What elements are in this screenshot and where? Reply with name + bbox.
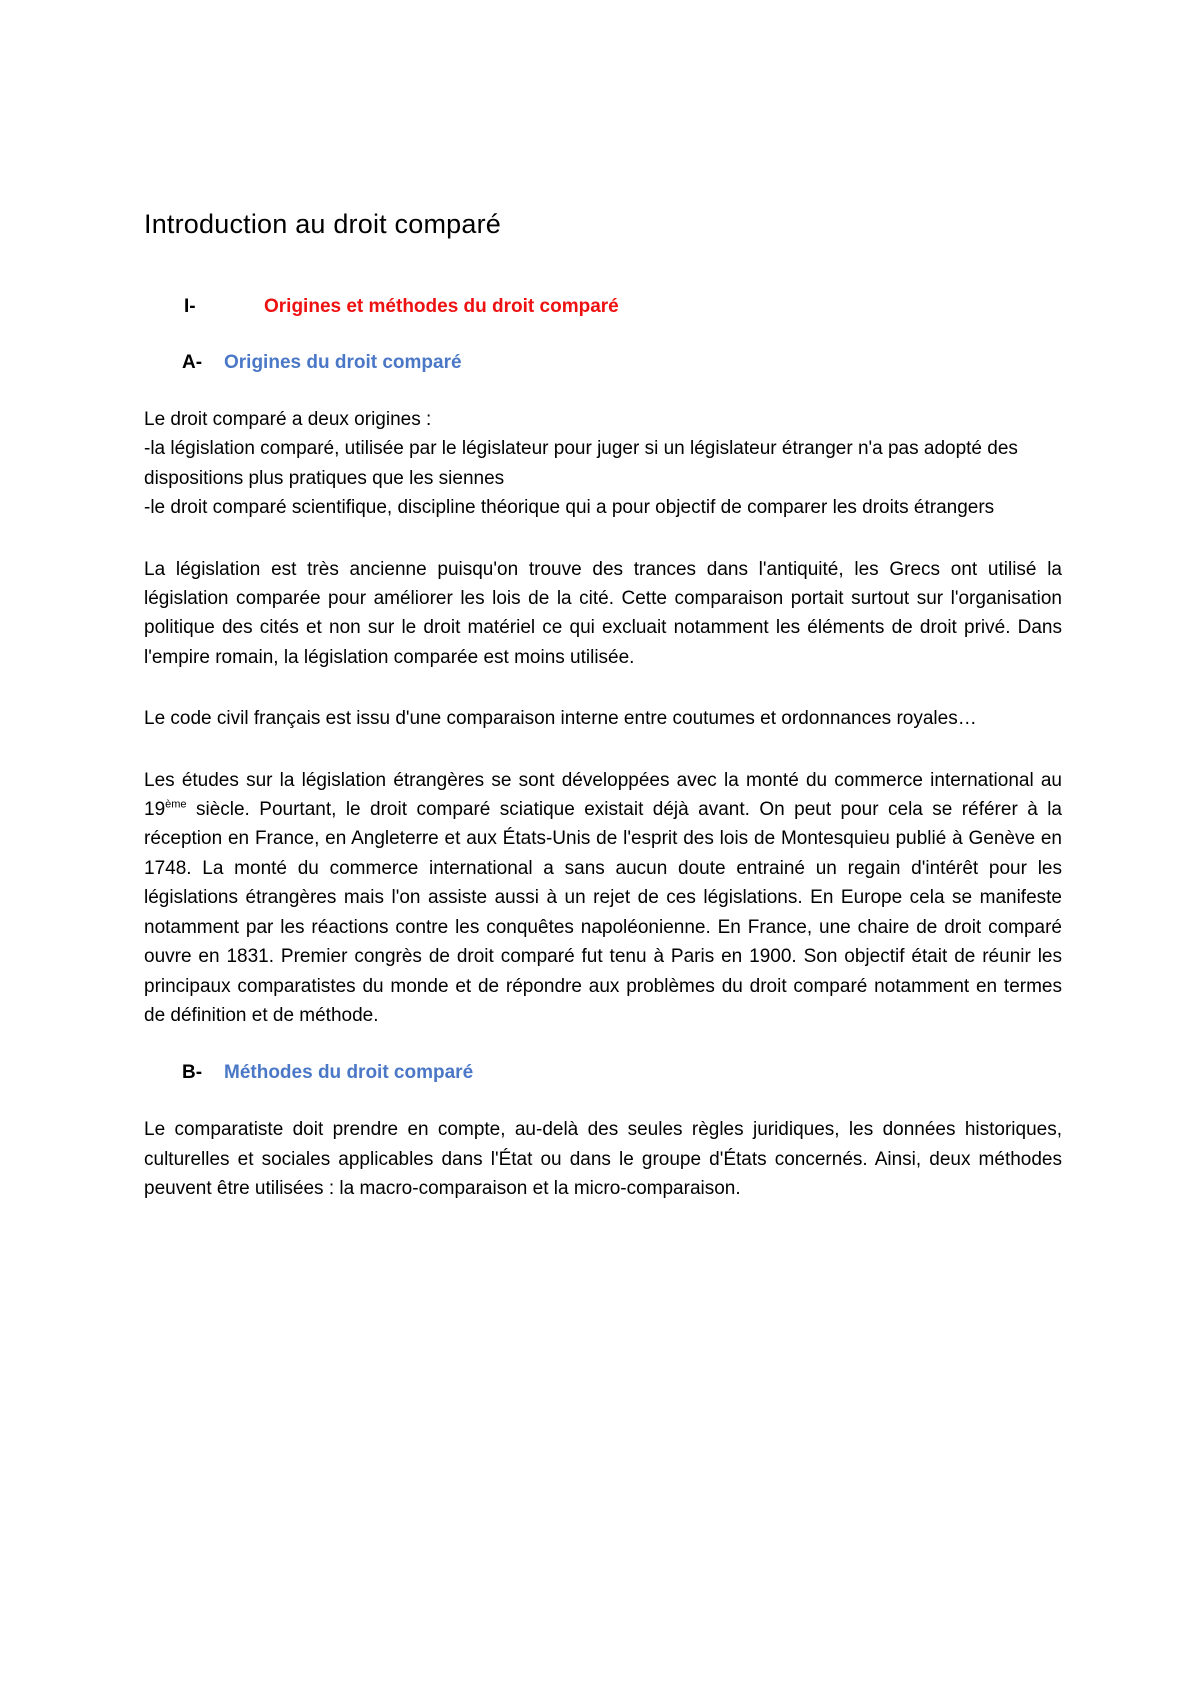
paragraph-origins-item: -le droit comparé scientifique, discipline théorique qui a pour objectif de comparer les droits étrangers <box>144 497 995 519</box>
paragraph-studies-start: Les études sur la législation étrangères se sont développées avec la monté du commerce international au 19 <box>144 769 1062 821</box>
origins-block <box>144 405 1062 523</box>
page-title: Introduction au droit comparé <box>144 209 501 239</box>
subsection-heading-a <box>144 350 1062 376</box>
section-number: I- <box>184 296 196 317</box>
subsection-number: A- <box>182 352 203 373</box>
paragraph-origins-item: -la législation comparé, utilisée par le législateur pour juger si un législateur étranger n'a pas adopté des dispositions plus pratiques que les siennes <box>144 438 1018 489</box>
subsection-title: Origines du droit comparé <box>224 352 462 373</box>
section-heading-1 <box>144 294 1062 320</box>
document-body <box>144 206 1062 1204</box>
subsection-number: B- <box>182 1062 203 1084</box>
paragraph-studies-end: siècle. Pourtant, le droit comparé sciatique existait déjà avant. On peut pour cela se référer à la réception en France, en Angleterre et aux États-Unis de l'esprit des lois de Montesquieu publié à Genève en 1748. La monté du commerce international a sans aucun doute entrainé un regain d'intérêt pour les législations étrangères mais l'on assiste aussi à un rejet de ces législations. En Europe cela se manifeste notamment par les réactions contre les conquêtes napoléonienne. En France, une chaire de droit comparé ouvre en 1831. Premier congrès de droit comparé fut tenu à Paris en 1900. Son objectif était de réunir les principaux comparatistes du monde et de répondre aux problèmes du droit comparé notamment en termes de définition et de méthode. <box>144 799 1062 1026</box>
superscript-eme: ème <box>165 798 187 811</box>
paragraph-code-civil: Le code civil français est issu d'une comparaison interne entre coutumes et ordonnances royales… <box>144 708 977 730</box>
paragraph-methods: Le comparatiste doit prendre en compte, au-delà des seules règles juridiques, les données historiques, culturelles et sociales applicables dans l'État ou dans le groupe d'États concernés. Ainsi, deux méthodes peuvent être utilisées : la macro-comparaison et la micro-comparaison. <box>144 1119 1062 1200</box>
paragraph-origins-intro: Le droit comparé a deux origines : <box>144 409 432 430</box>
subsection-heading-b <box>144 1060 1062 1086</box>
paragraph-history: La législation est très ancienne puisqu'on trouve des trances dans l'antiquité, les Grecs ont utilisé la législation comparée pour améliorer les lois de la cité. Cette comparaison portait surtout sur l'organisation politique des cités et non sur le droit matériel ce qui excluait notamment les éléments de droit privé. Dans l'empire romain, la législation comparée est moins utilisée. <box>144 558 1062 668</box>
section-title: Origines et méthodes du droit comparé <box>264 296 619 317</box>
subsection-title: Méthodes du droit comparé <box>224 1062 474 1084</box>
paragraph-studies <box>144 766 1062 1031</box>
